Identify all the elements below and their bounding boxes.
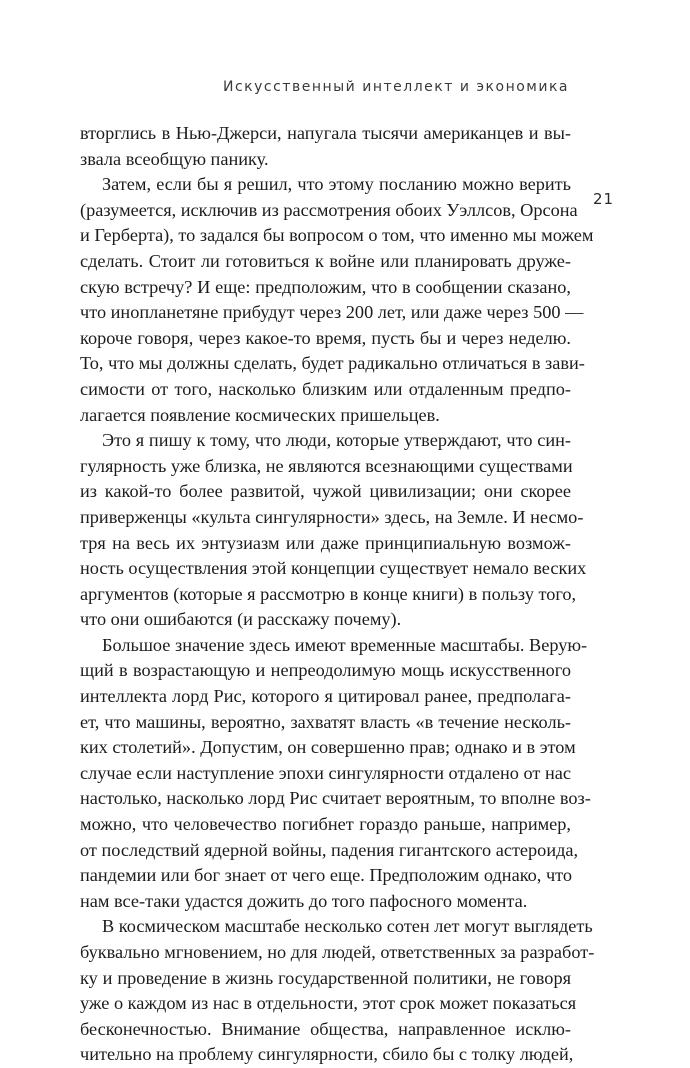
text-line: Это я пишу к тому, что люди, которые утверждают, что син-	[102, 430, 571, 451]
text-line: интеллекта лорд Рис, которого я цитировал ранее, предполага-	[80, 686, 571, 707]
text-line: скую встречу? И еще: предположим, что в сообщении сказано,	[80, 276, 571, 297]
text-line: чительно на проблему сингулярности, сбило бы с толку людей,	[80, 1044, 574, 1065]
text-line: что они ошибаются (и расскажу почему).	[80, 609, 402, 630]
text-line: аргументов (которые я рассмотрю в конце книги) в пользу того,	[80, 583, 577, 604]
text-line: (разумеется, исключив из рассмотрения обоих Уэллсов, Орсона	[80, 199, 578, 220]
text-line: от последствий ядерной войны, падения гигантского астероида,	[80, 839, 579, 860]
text-line: буквально мгновением, но для людей, ответственных за разработ-	[80, 942, 595, 962]
text-line: Затем, если бы я решил, что этому посланию можно верить	[102, 174, 571, 195]
text-line: короче говоря, через какое-то время, пусть бы и через неделю.	[80, 327, 571, 348]
text-line: приверженцы «культа сингулярности» здесь, на Земле. И несмо-	[80, 506, 584, 527]
paragraph-5	[80, 914, 595, 1068]
text-line: нам все-таки удастся дожить до того пафосного момента.	[80, 890, 528, 911]
text-line: звала всеобщую панику.	[80, 148, 269, 169]
text-line: ких столетий». Допустим, он совершенно прав; однако и в этом	[80, 737, 576, 758]
text-line: В космическом масштабе несколько сотен лет могут выглядеть	[102, 916, 593, 937]
running-header: Искусственный интеллект и экономика	[223, 79, 569, 95]
page-number: 21	[593, 190, 615, 208]
text-line: настолько, насколько лорд Рис считает вероятным, то вполне воз-	[80, 788, 591, 809]
text-line: бесконечностью. Внимание общества, направленное исклю-	[80, 1018, 571, 1039]
paragraph-1	[80, 121, 571, 172]
text-line: сделать. Стоит ли готовиться к войне или планировать друже-	[80, 250, 571, 271]
text-line: симости от того, насколько близким или отдаленным предпо-	[80, 378, 571, 399]
text-line: Большое значение здесь имеют временные масштабы. Верую-	[102, 634, 588, 655]
text-line: тря на весь их энтузиазм или даже принципиальную возмож-	[80, 532, 571, 553]
text-line: из какой-то более развитой, чужой цивилизации; они скорее	[80, 481, 571, 502]
paragraph-3	[80, 428, 587, 633]
text-line: случае если наступление эпохи сингулярности отдалено от нас	[80, 762, 571, 783]
text-line: ку и проведение в жизнь государственной политики, не говоря	[80, 967, 571, 988]
text-line: пандемии или бог знает от чего еще. Предположим однако, что	[80, 865, 573, 886]
text-line: ность осуществления этой концепции существует немало веских	[80, 558, 587, 579]
text-line: можно, что человечество погибнет гораздо раньше, например,	[80, 814, 571, 835]
text-line: вторглись в Нью-Джерси, напугала тысячи американцев и вы-	[80, 123, 571, 143]
text-line: уже о каждом из нас в отдельности, этот срок может показаться	[80, 993, 577, 1014]
text-line: что инопланетяне прибудут через 200 лет, или даже через 500 —	[80, 302, 584, 323]
paragraph-4	[80, 633, 591, 915]
body-text	[80, 121, 595, 1068]
text-line: гулярность уже близка, не являются всезнающими существами	[80, 455, 573, 476]
text-line: То, что мы должны сделать, будет радикально отличаться в зави-	[80, 353, 585, 374]
paragraph-2	[80, 172, 594, 428]
text-line: лагается появление космических пришельцев.	[80, 404, 440, 425]
text-line: и Герберта), то задался бы вопросом о том, что именно мы можем	[80, 225, 594, 246]
text-line: щий в возрастающую и непреодолимую мощь искусственного	[80, 660, 571, 681]
text-line: ет, что машины, вероятно, захватят власть «в течение несколь-	[80, 711, 571, 732]
